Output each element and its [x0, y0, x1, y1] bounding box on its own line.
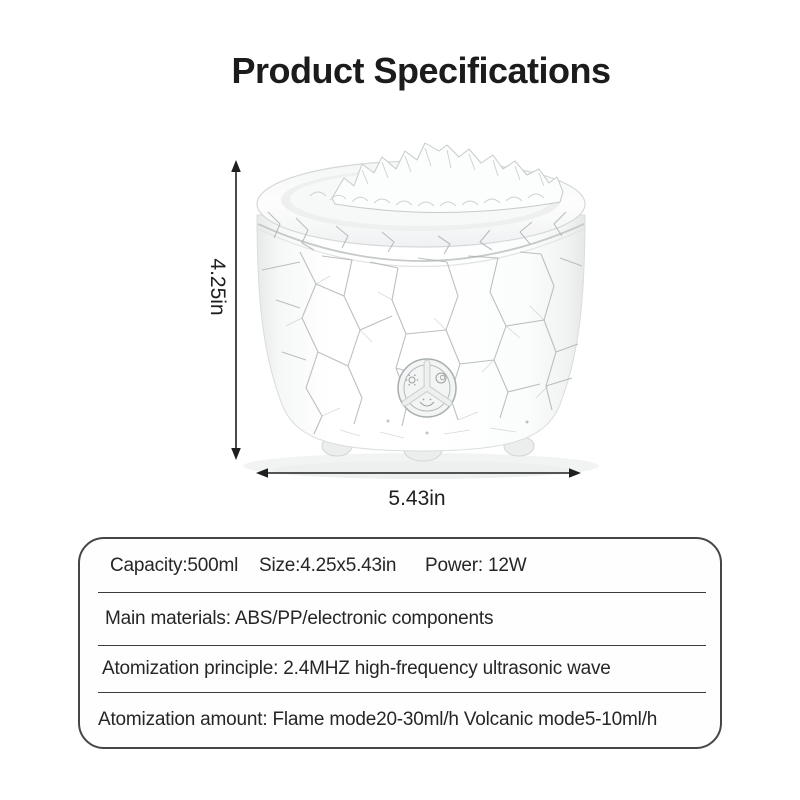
control-dial — [398, 359, 456, 417]
size-value: Size:4.25x5.43in — [259, 554, 397, 576]
materials-value: Main materials: ABS/PP/electronic components — [105, 608, 494, 629]
spec-table — [78, 537, 722, 749]
atomization-principle-value: Atomization principle: 2.4MHZ high-frequency ultrasonic wave — [102, 658, 611, 679]
arrow-down-icon — [231, 448, 241, 460]
power-value: Power: 12W — [425, 554, 527, 576]
diffuser-product-photo — [243, 143, 599, 479]
spec-row-materials — [98, 593, 706, 646]
height-dimension — [206, 160, 241, 460]
spec-row-atomization-amount — [98, 693, 706, 747]
height-dimension-label: 4.25in — [206, 258, 229, 316]
page-title: Product Specifications — [231, 50, 611, 91]
spec-row-capacity-size-power — [98, 539, 706, 593]
spec-row-atomization-principle — [98, 646, 706, 693]
arrow-up-icon — [231, 160, 241, 172]
capacity-value: Capacity:500ml — [110, 554, 239, 576]
width-dimension-label: 5.43in — [388, 487, 446, 510]
atomization-amount-value: Atomization amount: Flame mode20-30ml/h Volcanic mode5-10ml/h — [98, 709, 658, 730]
